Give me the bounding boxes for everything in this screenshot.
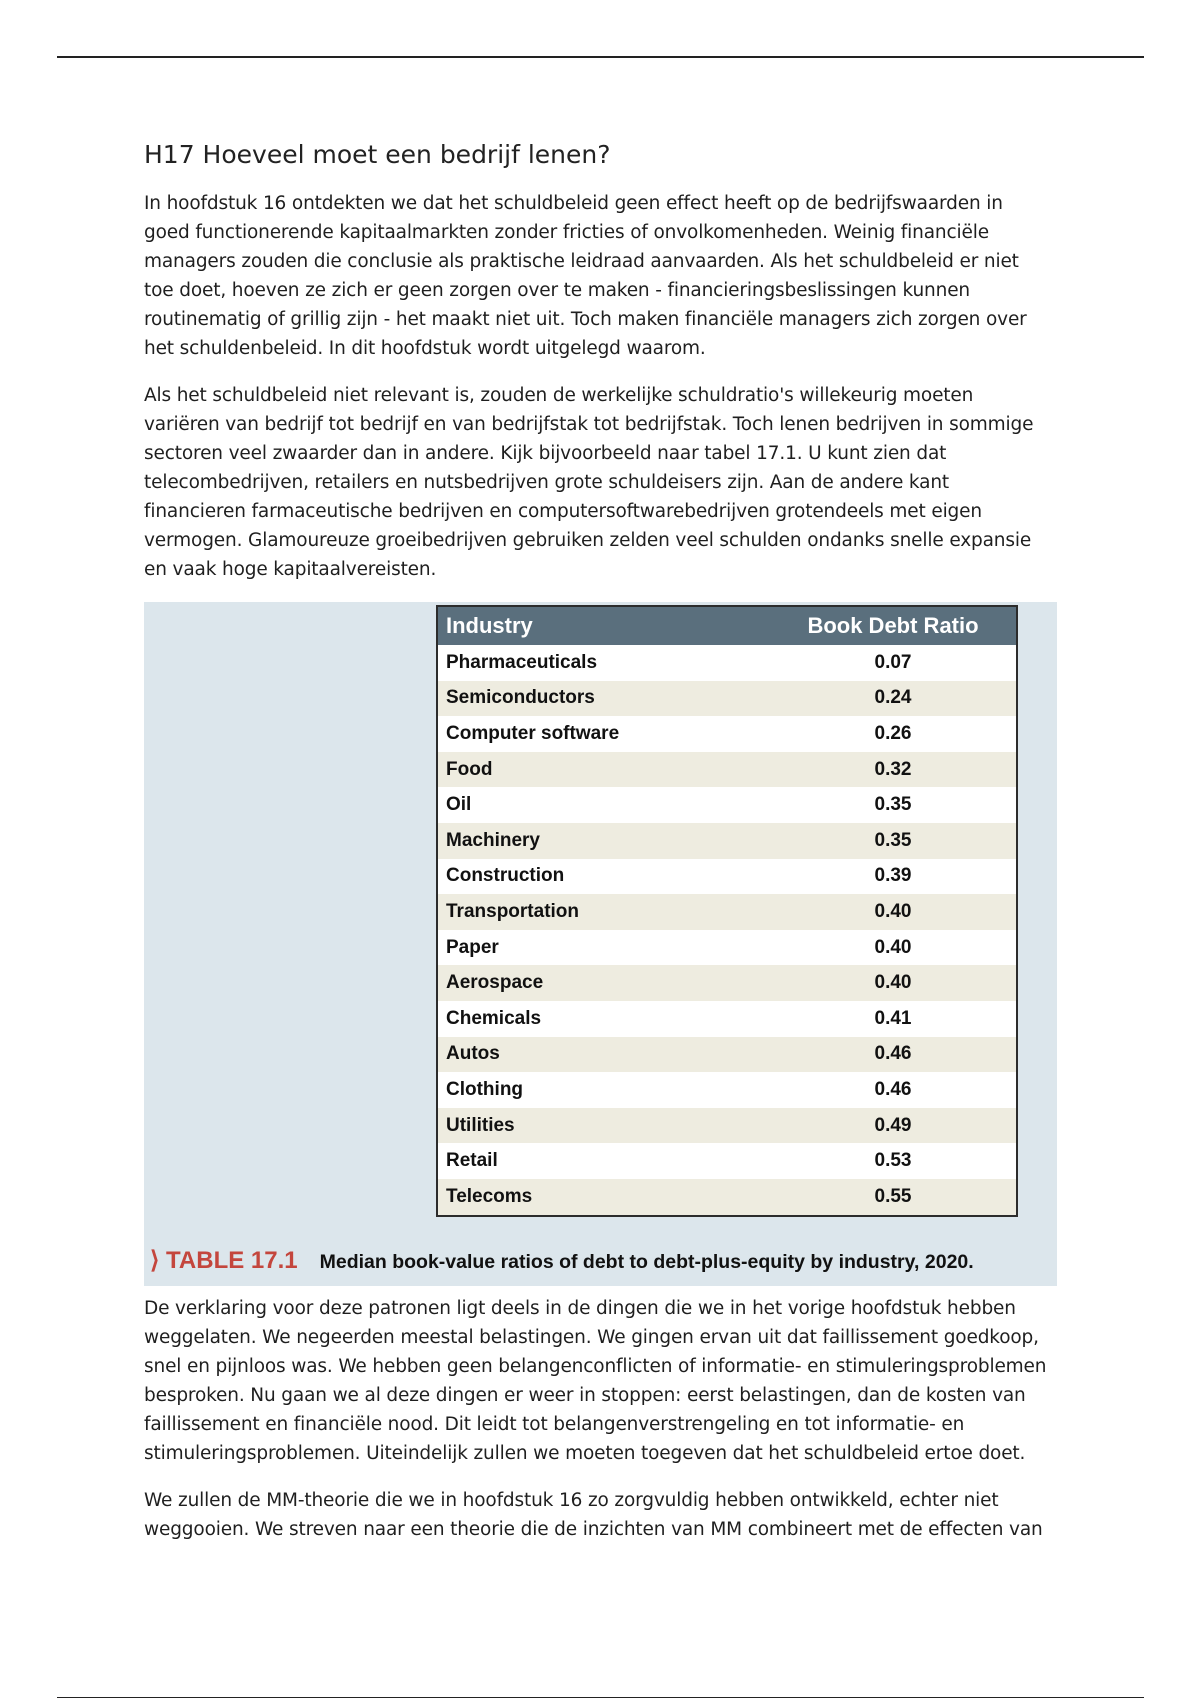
- industry-cell: Autos: [438, 1037, 770, 1073]
- industry-cell: Food: [438, 752, 770, 788]
- page-title: H17 Hoeveel moet een bedrijf lenen?: [144, 140, 611, 169]
- paragraph-4: We zullen de MM-theorie die we in hoofdstuk 16 zo zorgvuldig hebben ontwikkeld, echter niet weggooien. We streven naar een theorie die de inzichten van MM combineert met de effecten van: [144, 1490, 1043, 1540]
- table-row: [438, 1037, 1016, 1073]
- ratio-cell: 0.40: [770, 894, 1016, 930]
- table-row: [438, 894, 1016, 930]
- table-row: [438, 752, 1016, 788]
- industry-cell: Clothing: [438, 1072, 770, 1108]
- table-row: [438, 1143, 1016, 1179]
- industry-cell: Aerospace: [438, 965, 770, 1001]
- ratio-cell: 0.26: [770, 716, 1016, 752]
- bottom-rule: [57, 1697, 1144, 1698]
- industry-cell: Semiconductors: [438, 681, 770, 717]
- table-row: [438, 1072, 1016, 1108]
- industry-cell: Retail: [438, 1143, 770, 1179]
- ratio-cell: 0.07: [770, 645, 1016, 681]
- table-row: [438, 1179, 1016, 1215]
- paragraph-2: Als het schuldbeleid niet relevant is, zouden de werkelijke schuldratio's willekeurig moeten variëren van bedrijf tot bedrijf en van bedrijfstak tot bedrijfstak. Toch lenen bedrijven in sommige sectoren veel zwaarder dan in andere. Kijk bijvoorbeeld naar tabel 17.1. U kunt zien dat telecombedrijven, retailers en nutsbedrijven grote schuldeisers zijn. Aan de andere kant financieren farmaceutische bedrijven en computersoftwarebedrijven grotendeels met eigen vermogen. Glamoureuze groeibedrijven gebruiken zelden veel schulden ondanks snelle expansie en vaak hoge kapitaalvereisten.: [144, 385, 1034, 580]
- industry-cell: Machinery: [438, 823, 770, 859]
- table-row: [438, 859, 1016, 895]
- industry-cell: Utilities: [438, 1108, 770, 1144]
- debt-ratio-table: [436, 605, 1018, 1217]
- ratio-cell: 0.35: [770, 787, 1016, 823]
- industry-cell: Telecoms: [438, 1179, 770, 1215]
- table-caption: [150, 1246, 974, 1275]
- ratio-cell: 0.41: [770, 1001, 1016, 1037]
- ratio-cell: 0.46: [770, 1072, 1016, 1108]
- ratio-cell: 0.40: [770, 965, 1016, 1001]
- top-rule: [57, 56, 1144, 58]
- table-row: [438, 716, 1016, 752]
- ratio-cell: 0.55: [770, 1179, 1016, 1215]
- industry-cell: Computer software: [438, 716, 770, 752]
- industry-cell: Paper: [438, 930, 770, 966]
- paragraph-1: In hoofdstuk 16 ontdekten we dat het schuldbeleid geen effect heeft op de bedrijfswaarden in goed functionerende kapitaalmarkten zonder fricties of onvolkomenheden. Weinig financiële managers zouden die conclusie als praktische leidraad aanvaarden. Als het schuldbeleid er niet toe doet, hoeven ze zich er geen zorgen over te maken - financieringsbeslissingen kunnen routinematig of grillig zijn - het maakt niet uit. Toch maken financiële managers zich zorgen over het schuldenbeleid. In dit hoofdstuk wordt uitgelegd waarom.: [144, 193, 1027, 359]
- ratio-cell: 0.40: [770, 930, 1016, 966]
- table-row: [438, 681, 1016, 717]
- table-row: [438, 823, 1016, 859]
- industry-cell: Transportation: [438, 894, 770, 930]
- table-caption-label: ⟩ TABLE 17.1: [150, 1247, 298, 1274]
- table-caption-text: Median book-value ratios of debt to debt-plus-equity by industry, 2020.: [319, 1251, 974, 1273]
- ratio-cell: 0.53: [770, 1143, 1016, 1179]
- industry-cell: Oil: [438, 787, 770, 823]
- ratio-cell: 0.35: [770, 823, 1016, 859]
- ratio-cell: 0.32: [770, 752, 1016, 788]
- table-row: [438, 787, 1016, 823]
- industry-cell: Pharmaceuticals: [438, 645, 770, 681]
- table-row: [438, 965, 1016, 1001]
- ratio-cell: 0.49: [770, 1108, 1016, 1144]
- table-header-row: [438, 607, 1016, 645]
- ratio-cell: 0.24: [770, 681, 1016, 717]
- industry-cell: Construction: [438, 859, 770, 895]
- ratio-cell: 0.46: [770, 1037, 1016, 1073]
- table-row: [438, 930, 1016, 966]
- table-row: [438, 645, 1016, 681]
- table-row: [438, 1108, 1016, 1144]
- industry-cell: Chemicals: [438, 1001, 770, 1037]
- page-content: [144, 140, 1049, 1562]
- header-book-debt-ratio: Book Debt Ratio: [770, 607, 1016, 645]
- table-figure: [144, 602, 1057, 1286]
- header-industry: Industry: [438, 607, 770, 645]
- table-row: [438, 1001, 1016, 1037]
- ratio-cell: 0.39: [770, 859, 1016, 895]
- paragraph-3: De verklaring voor deze patronen ligt deels in de dingen die we in het vorige hoofdstuk hebben weggelaten. We negeerden meestal belastingen. We gingen ervan uit dat faillissement goedkoop, snel en pijnloos was. We hebben geen belangenconflicten of informatie- en stimuleringsproblemen besproken. Nu gaan we al deze dingen er weer in stoppen: eerst belastingen, dan de kosten van faillissement en financiële nood. Dit leidt tot belangenverstrengeling en tot informatie- en stimuleringsproblemen. Uiteindelijk zullen we moeten toegeven dat het schuldbeleid ertoe doet.: [144, 1298, 1047, 1464]
